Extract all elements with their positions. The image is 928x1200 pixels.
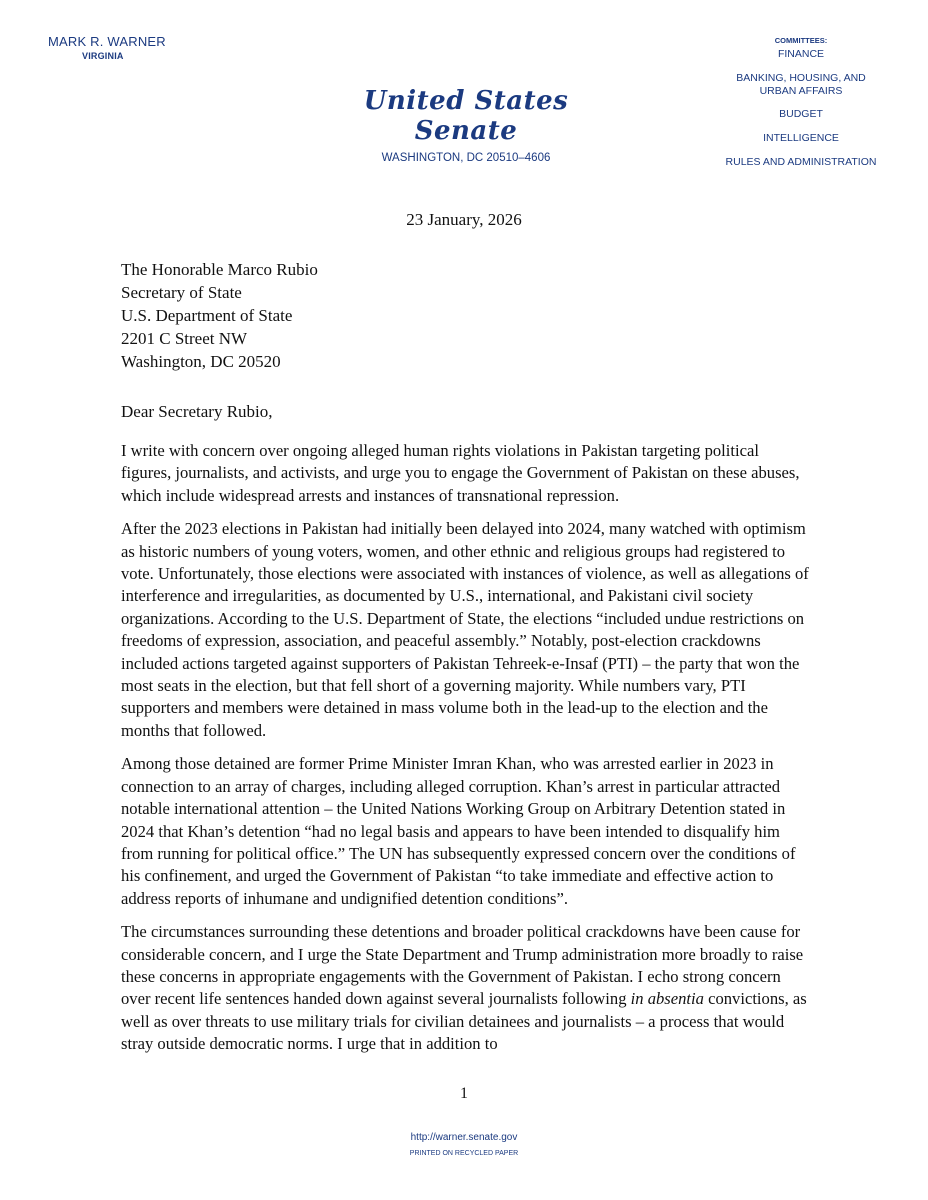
body-paragraph xyxy=(121,921,811,1055)
letterhead-center xyxy=(336,86,596,164)
committees-list xyxy=(706,36,896,169)
body-paragraph: Among those detained are former Prime Minister Imran Khan, who was arrested earlier in 2023 in connection to an array of charges, including alleged corruption. Khan’s arrest in particular attracted notable international attention – the United Nations Working Group on Arbitrary Detention stated in 2024 that Khan’s detention “had no legal basis and appears to have been intended to disqualify him from running for political office.” The UN has subsequently expressed concern over the conditions of his confinement, and urged the Government of Pakistan “to take immediate and effective action to address reports of inhumane and undignified detention conditions”. xyxy=(121,754,796,908)
footer xyxy=(0,1132,928,1157)
recipient-address xyxy=(121,258,318,373)
recipient-line: U.S. Department of State xyxy=(121,306,293,325)
committee-item: URBAN AFFAIRS xyxy=(759,85,843,97)
committee-item: BANKING, HOUSING, AND xyxy=(736,72,866,84)
italic-term: in absentia xyxy=(630,989,704,1009)
recipient-line: The Honorable Marco Rubio xyxy=(121,260,318,279)
salutation: Dear Secretary Rubio, xyxy=(121,402,273,421)
recipient-line: Secretary of State xyxy=(121,283,242,302)
committee-item: RULES AND ADMINISTRATION xyxy=(725,156,877,168)
institution-name: United States Senate xyxy=(363,86,569,146)
senator-state: VIRGINIA xyxy=(82,51,124,61)
body-text: The circumstances surrounding these detentions and broader political crackdowns have been cause for considerable concern, and I urge the State Department and Trump administration more broadly to raise these concerns in appropriate engagements with the Government of Pakistan. I echo strong concern over recent life sentences handed down against several journalists following xyxy=(121,922,804,1009)
body-paragraph: I write with concern over ongoing alleged human rights violations in Pakistan targeting political figures, journalists, and activists, and urge you to engage the Government of Pakistan on these abuses, which include widespread arrests and instances of transnational repression. xyxy=(121,441,800,505)
senator-name: MARK R. WARNER xyxy=(48,34,166,49)
recipient-line: 2201 C Street NW xyxy=(121,329,248,348)
body-text: convictions, as well as over threats to use military trials for civilian detainees and journalists – a process that would stray outside democratic norms. I urge that in addition to xyxy=(121,989,807,1054)
recipient-line: Washington, DC 20520 xyxy=(121,352,281,371)
footer-url[interactable]: http://warner.senate.gov xyxy=(410,1132,518,1143)
body-paragraph: After the 2023 elections in Pakistan had initially been delayed into 2024, many watched with optimism as historic numbers of young voters, women, and other ethnic and religious groups had registered to vote. Unfortunately, those elections were associated with instances of violence, as well as allegations of interference and irregularities, as documented by U.S., international, and Pakistani civil society organizations. According to the U.S. Department of State, the elections “included undue restrictions on freedoms of expression, association, and peaceful assembly.” Notably, post-election crackdowns included actions targeted against supporters of Pakistan Tehreek-e-Insaf (PTI) – the party that won the most seats in the election, but that fell short of a governing majority. While numbers vary, PTI supporters and members were detained in mass volume both in the lead-up to the election and the months that followed. xyxy=(121,519,809,740)
recycled-note: PRINTED ON RECYCLED PAPER xyxy=(409,1150,519,1157)
senator-block xyxy=(48,34,166,61)
committee-item: FINANCE xyxy=(777,48,825,60)
institution-address: WASHINGTON, DC 20510–4606 xyxy=(381,152,551,164)
letter-date: 23 January, 2026 xyxy=(406,210,522,229)
letter-body xyxy=(121,440,811,1067)
committee-item: INTELLIGENCE xyxy=(763,132,839,144)
committees-header: COMMITTEES: xyxy=(774,36,828,45)
page-number: 1 xyxy=(460,1085,468,1102)
committee-item: BUDGET xyxy=(779,108,823,120)
